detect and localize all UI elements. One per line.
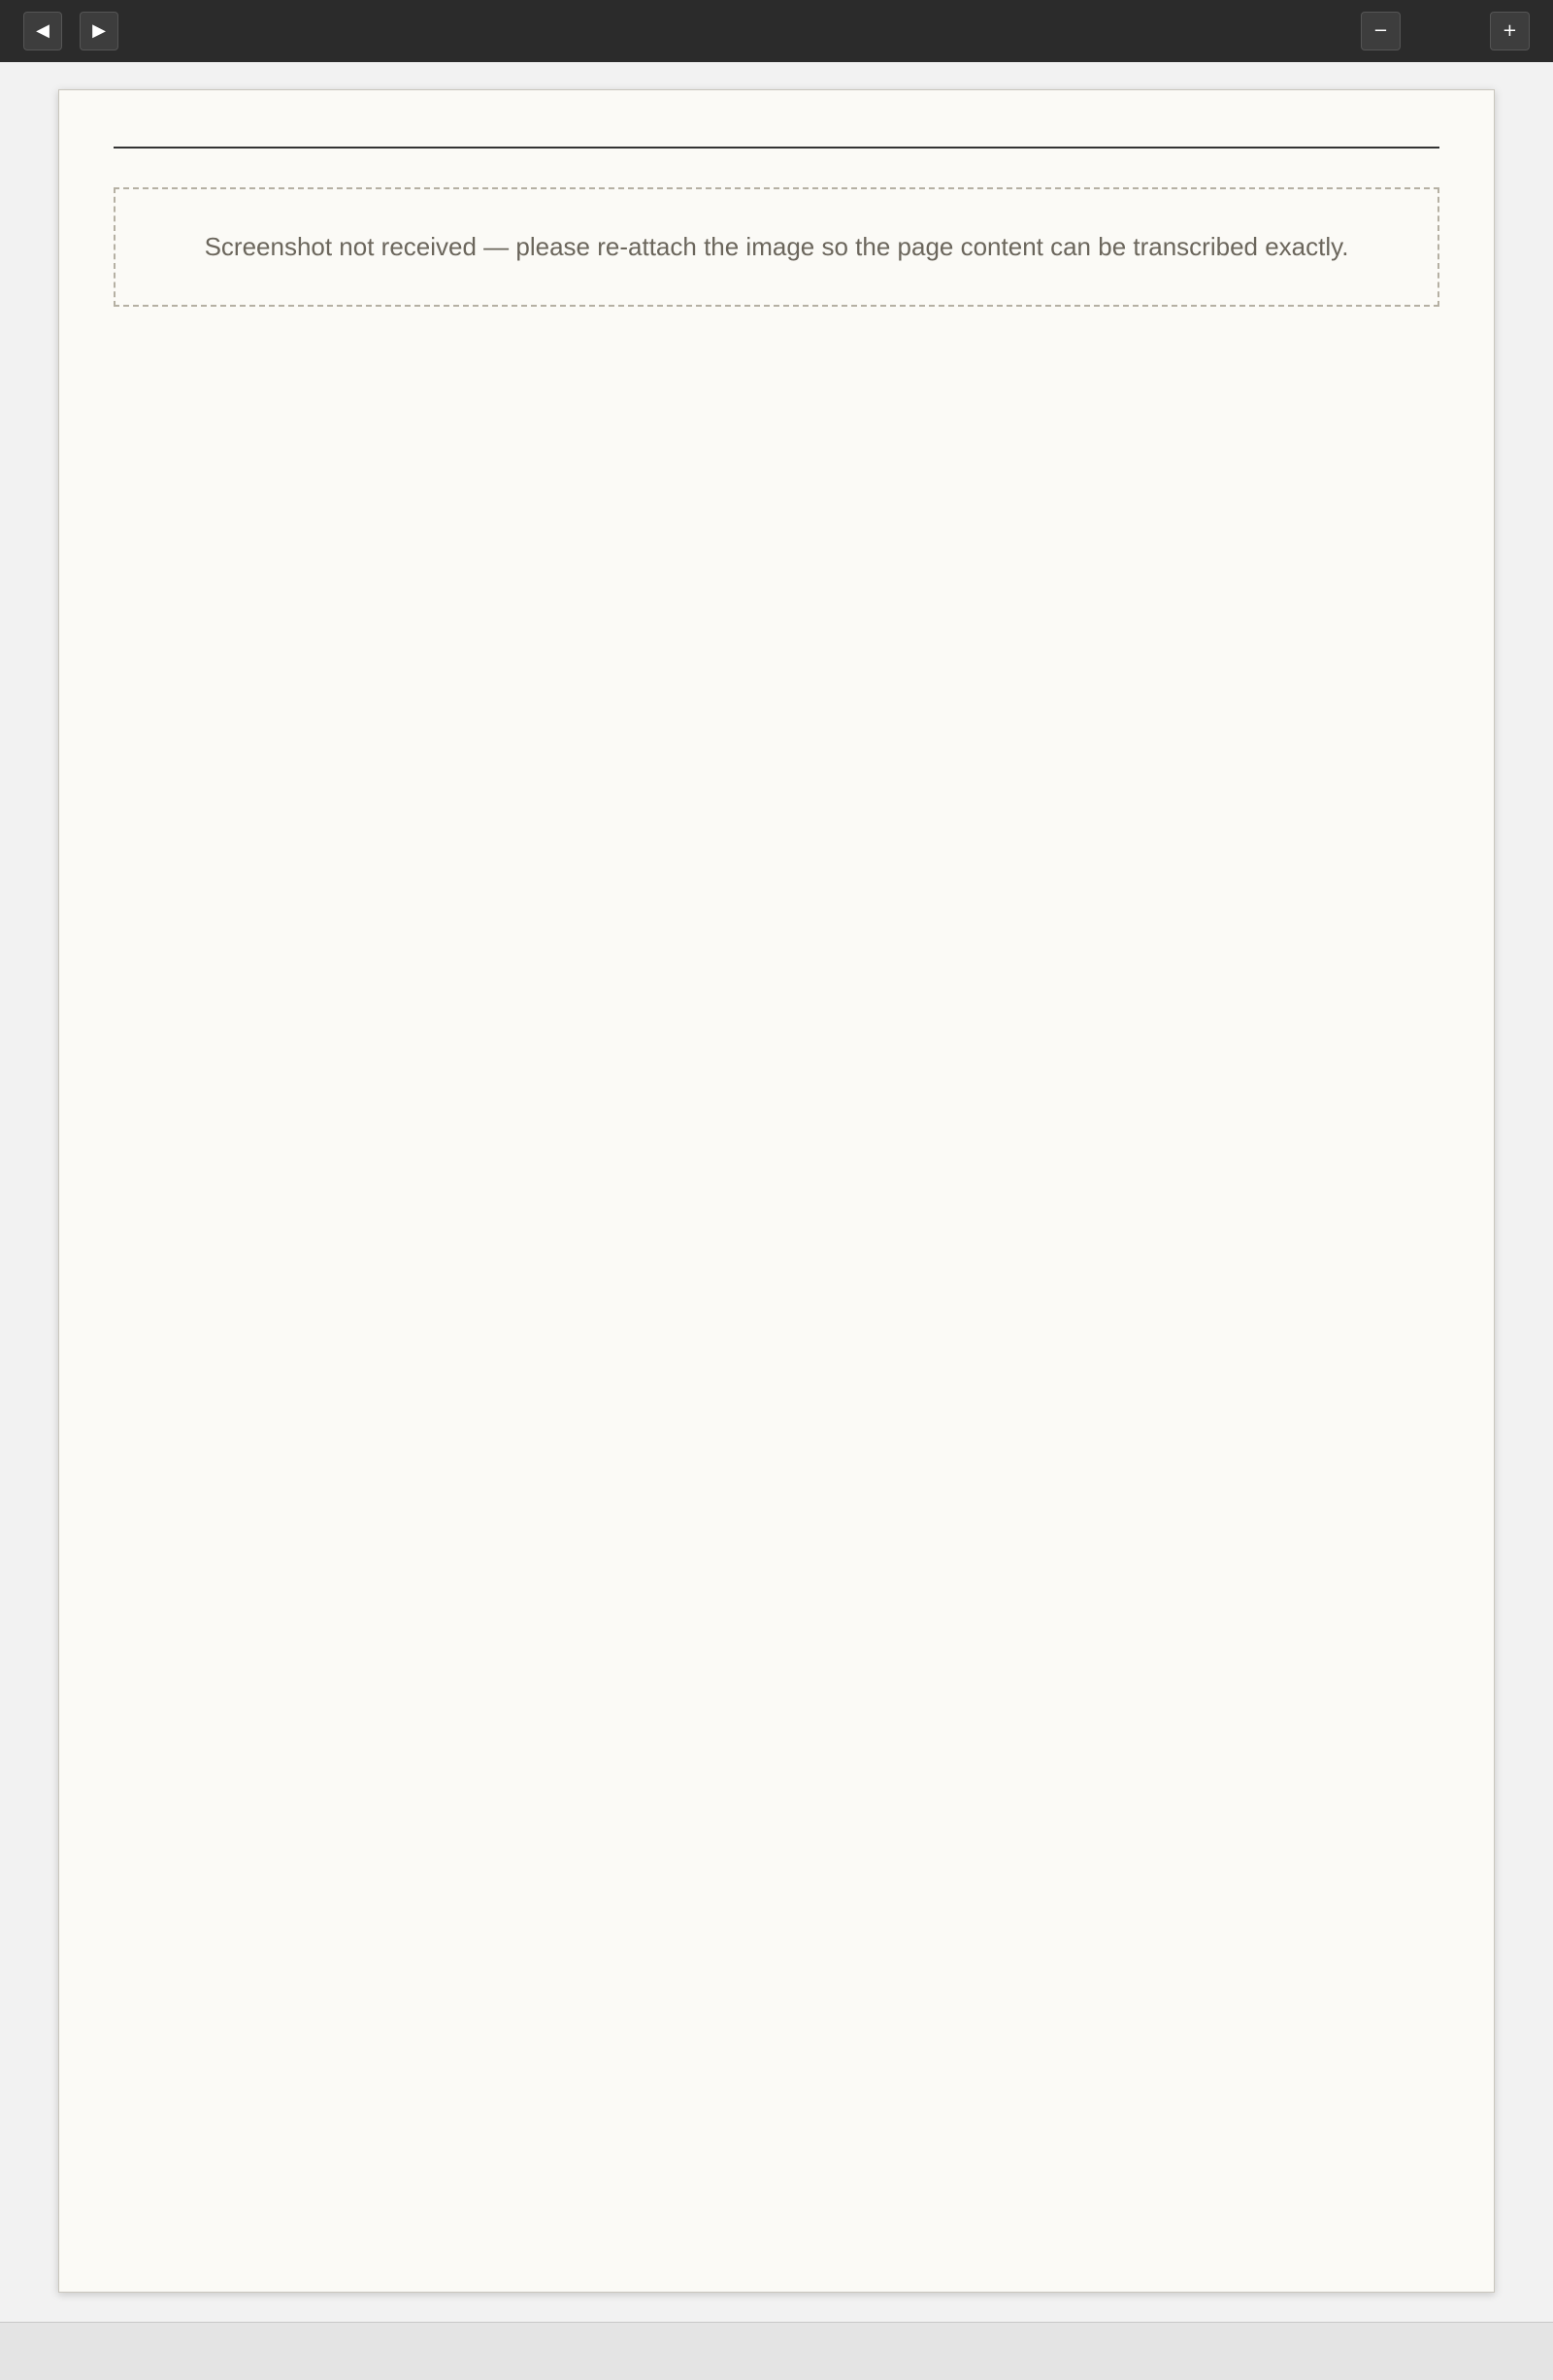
previous-page-button[interactable] xyxy=(23,12,62,50)
next-page-button[interactable] xyxy=(80,12,118,50)
zoom-out-button[interactable] xyxy=(1361,12,1401,50)
missing-image-notice: Screenshot not received — please re-attach the image so the page content can be transcribed exactly. xyxy=(114,187,1439,307)
footer-attribution xyxy=(0,2322,1553,2380)
plus-icon: + xyxy=(1502,20,1517,41)
chevron-right-icon: ▶ xyxy=(92,20,106,41)
zoom-in-button[interactable] xyxy=(1490,12,1530,50)
minus-icon: − xyxy=(1372,20,1388,41)
page-viewer[interactable] xyxy=(0,62,1553,2322)
scanned-page xyxy=(58,89,1495,2293)
chevron-left-icon: ◀ xyxy=(36,20,50,41)
page-header xyxy=(114,137,1439,149)
viewer-toolbar xyxy=(0,0,1553,62)
